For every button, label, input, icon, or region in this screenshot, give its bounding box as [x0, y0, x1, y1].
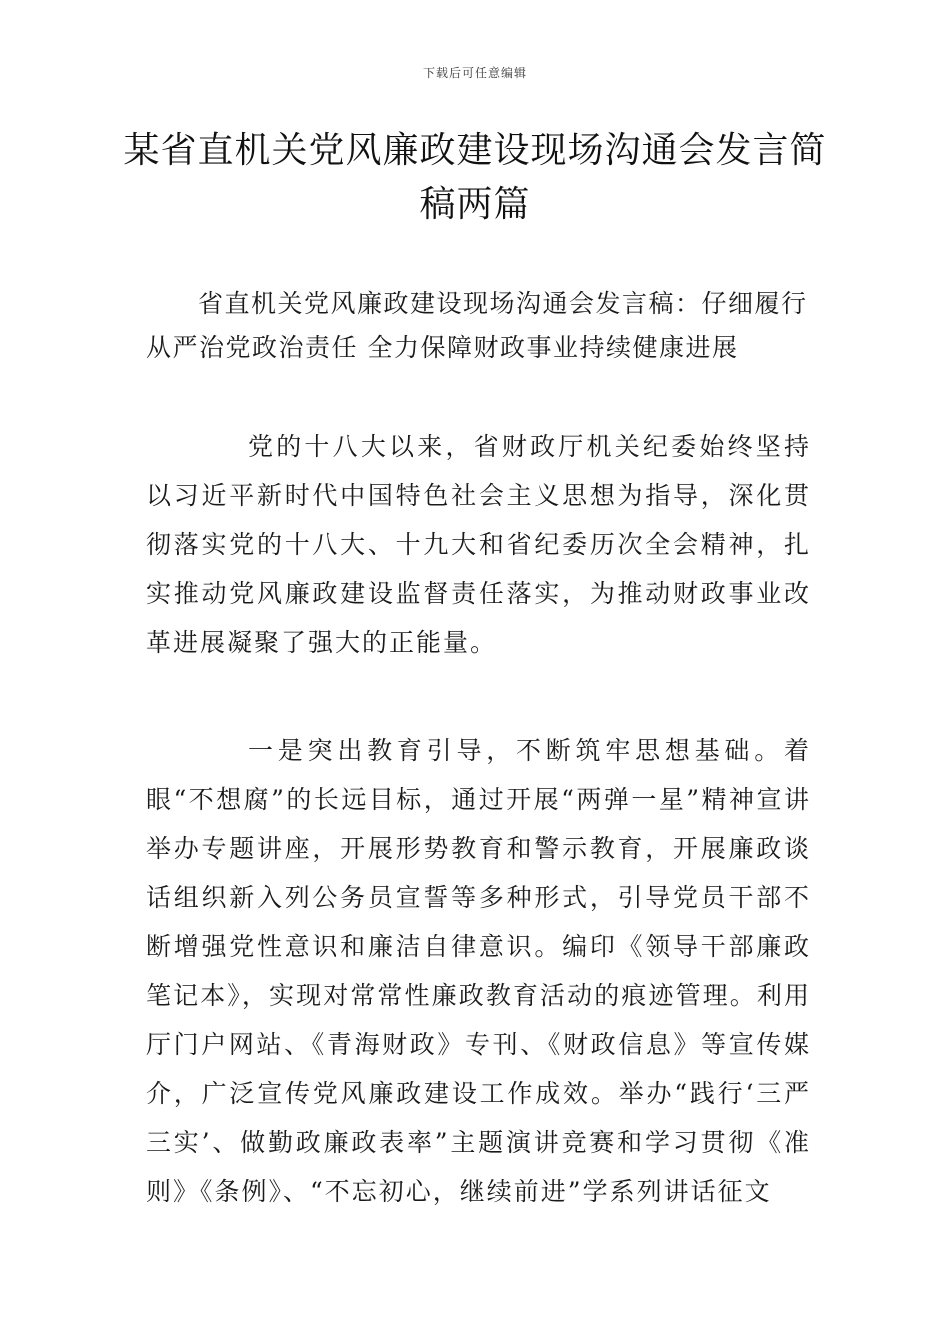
header-note: 下载后可任意编辑	[422, 66, 527, 80]
document-subtitle: 省直机关党风廉政建设现场沟通会发言稿：仔细履行从严治党政治责任 全力保障财政事业持续健康进展	[146, 289, 808, 362]
body-paragraph-1: 党的十八大以来，省财政厅机关纪委始终坚持以习近平新时代中国特色社会主义思想为指导，深化贯彻落实党的十八大、十九大和省纪委历次全会精神，扎实推动党风廉政建设监督责任落实，为推动财政事业改革进展凝聚了强大的正能量。	[146, 432, 811, 657]
document-title: 某省直机关党风廉政建设现场沟通会发言简稿两篇	[123, 130, 827, 225]
body-paragraph-2: 一是突出教育引导，不断筑牢思想基础。着眼“不想腐”的长远目标，通过开展“两弹一星”精神宣讲举办专题讲座，开展形势教育和警示教育，开展廉政谈话组织新入列公务员宣誓等多种形式，引导党员干部不断增强党性意识和廉洁自律意识。编印《领导干部廉政笔记本》，实现对常常性廉政教育活动的痕迹管理。利用厅门户网站、《青海财政》专刊、《财政信息》等宣传媒介，广泛宣传党风廉政建设工作成效。举办“践行‘三严三实’、做勤政廉政表率”主题演讲竞赛和学习贯彻《准则》《条例》、“不忘初心，继续前进”学系列讲话征文	[146, 736, 811, 1206]
